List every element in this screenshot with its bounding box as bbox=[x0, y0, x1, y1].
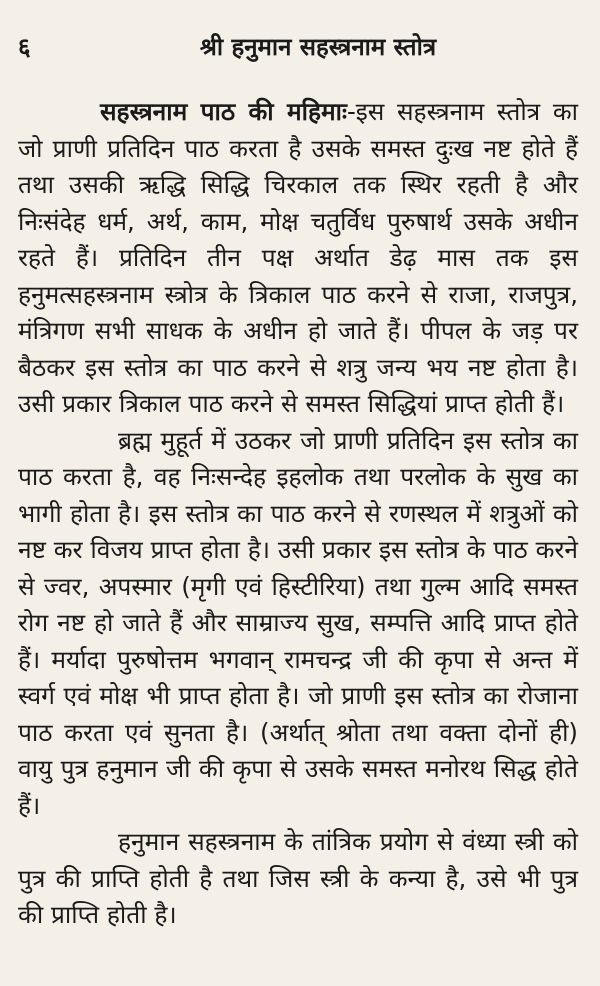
paragraph-text: ब्रह्म मुहूर्त में उठकर जो प्राणी प्रतिदिन इस स्तोत्र का पाठ करता है, वह निःसन्देह इहलोक तथा परलोक के सुख का भागी होता है। इस स्तोत्र का पाठ करने से रणस्थल में शत्रुओं को नष्ट कर विजय प्राप्त होता है। उसी प्रकार इस स्तोत्र के पाठ करने से ज्वर, अपस्मार (मृगी एवं हिस्टीरिया) तथा गुल्म आदि समस्त रोग नष्ट हो जाते हैं और साम्राज्य सुख, सम्पत्ति आदि प्राप्त होते हैं। मर्यादा पुरुषोत्तम भगवान् रामचन्द्र जी की कृपा से अन्त में स्वर्ग एवं मोक्ष भी प्राप्त होता है। जो प्राणी इस स्तोत्र का रोजाना पाठ करता एवं सुनता है। (अर्थात् श्रोता तथा वक्ता दोनों ही) वायु पुत्र हनुमान जी की कृपा से उसके समस्त मनोरथ सिद्ध होते हैं। bbox=[18, 425, 578, 820]
paragraph-tantrik-prayog bbox=[18, 824, 578, 934]
paragraph-text: -इस सहस्त्रनाम स्तोत्र का जो प्राणी प्रतिदिन पाठ करता है उसके समस्त दुःख नष्ट होते हैं तथा उसकी ऋद्धि सिद्धि चिरकाल तक स्थिर रहती है और निःसंदेह धर्म, अर्थ, काम, मोक्ष चतुर्विध पुरुषार्थ उसके अधीन रहते हैं। प्रतिदिन तीन पक्ष अर्थात डेढ़ मास तक इस हनुमत्सहस्त्रनाम स्त्रोत्र के त्रिकाल पाठ करने से राजा, राजपुत्र, मंत्रिगण सभी साधक के अधीन हो जाते हैं। पीपल के जड़ पर बैठकर इस स्तोत्र का पाठ करने से शत्रु जन्य भय नष्ट होता है। उसी प्रकार त्रिकाल पाठ करने से समस्त सिद्धियां प्राप्त होती हैं। bbox=[18, 97, 578, 418]
paragraph-text: हनुमान सहस्त्रनाम के तांत्रिक प्रयोग से वंध्या स्त्री को पुत्र की प्राप्ति होती है तथा जिस स्त्री के कन्या है, उसे भी पुत्र की प्राप्ति होती है। bbox=[18, 827, 578, 929]
section-heading: सहस्त्रनाम पाठ की महिमाः bbox=[100, 97, 347, 126]
page-number: ६ bbox=[18, 33, 31, 61]
paragraph-mahima bbox=[18, 94, 578, 423]
paragraph-brahma-muhurt bbox=[18, 423, 578, 825]
page-title: श्री हनुमान सहस्त्रनाम स्तोत्र bbox=[199, 33, 437, 61]
page-header bbox=[18, 30, 578, 64]
